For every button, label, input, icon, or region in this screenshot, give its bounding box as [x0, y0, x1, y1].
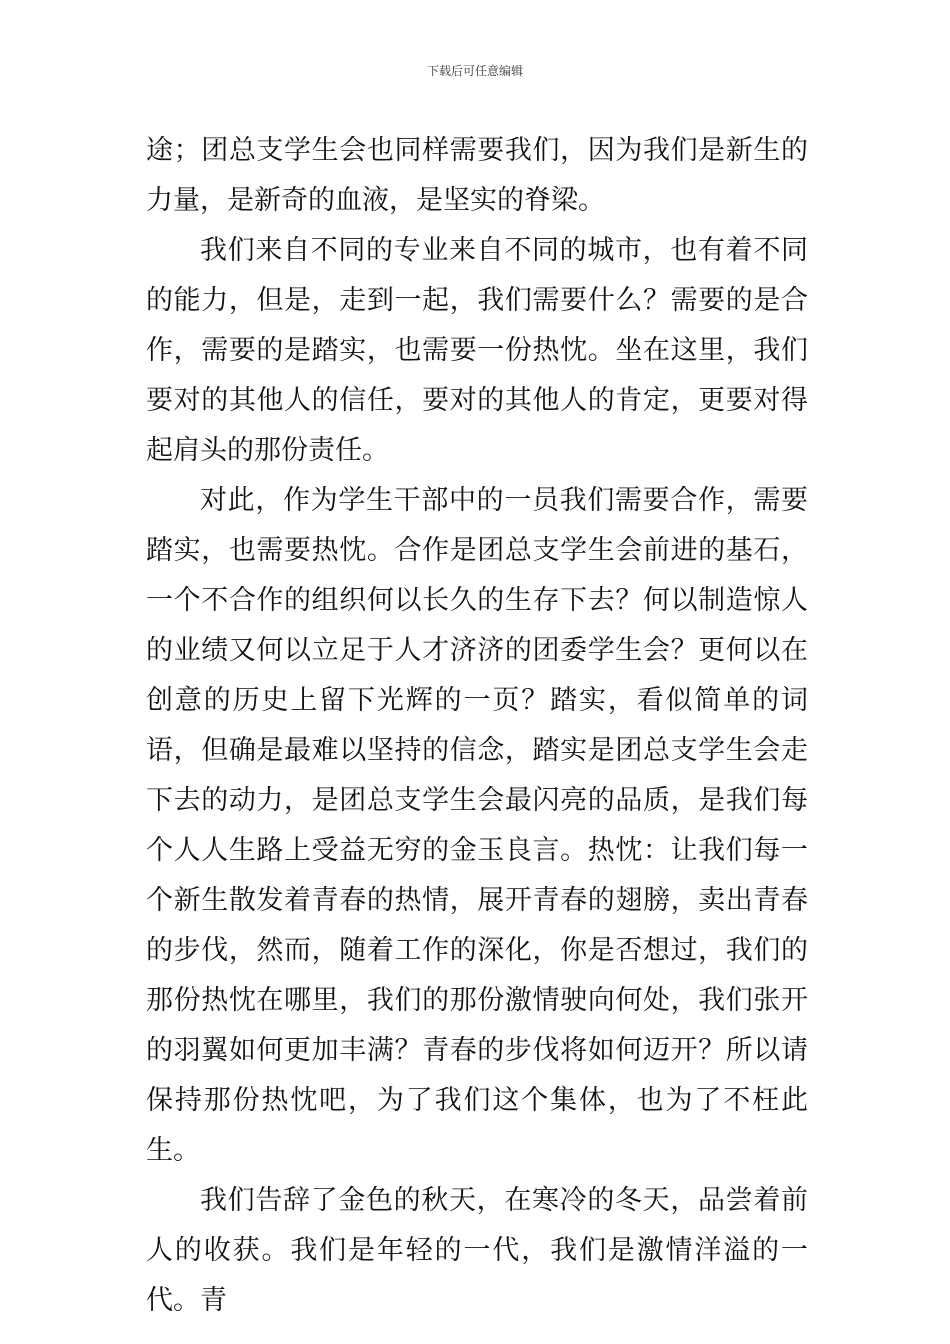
paragraph: 我们告辞了金色的秋天，在寒冷的冬天，品尝着前人的收获。我们是年轻的一代，我们是激情洋溢的一代。青 — [146, 1185, 808, 1316]
paragraph: 我们来自不同的专业来自不同的城市，也有着不同的能力，但是，走到一起，我们需要什么？需要的是合作，需要的是踏实，也需要一份热忱。坐在这里，我们要对的其他人的信任，要对的其他人的肯定，更要对得起肩头的那份责任。 — [146, 235, 808, 466]
document-body — [146, 126, 808, 1326]
paragraph: 对此，作为学生干部中的一员我们需要合作，需要踏实，也需要热忱。合作是团总支学生会前进的基石，一个不合作的组织何以长久的生存下去？何以制造惊人的业绩又何以立足于人才济济的团委学生会？更何以在创意的历史上留下光辉的一页？踏实，看似简单的词语，但确是最难以坚持的信念，踏实是团总支学生会走下去的动力，是团总支学生会最闪亮的品质，是我们每个人人生路上受益无穷的金玉良言。热忱：让我们每一个新生散发着青春的热情，展开青春的翅膀，卖出青春的步伐，然而，随着工作的深化，你是否想过，我们的那份热忱在哪里，我们的那份激情驶向何处，我们张开的羽翼如何更加丰满？青春的步伐将如何迈开？所以请保持那份热忱吧，为了我们这个集体，也为了不枉此生。 — [146, 485, 808, 1166]
page-header: 下载后可任意编辑 — [426, 64, 523, 78]
paragraph-continued: 途；团总支学生会也同样需要我们，因为我们是新生的力量，是新奇的血液，是坚实的脊梁。 — [146, 135, 808, 216]
